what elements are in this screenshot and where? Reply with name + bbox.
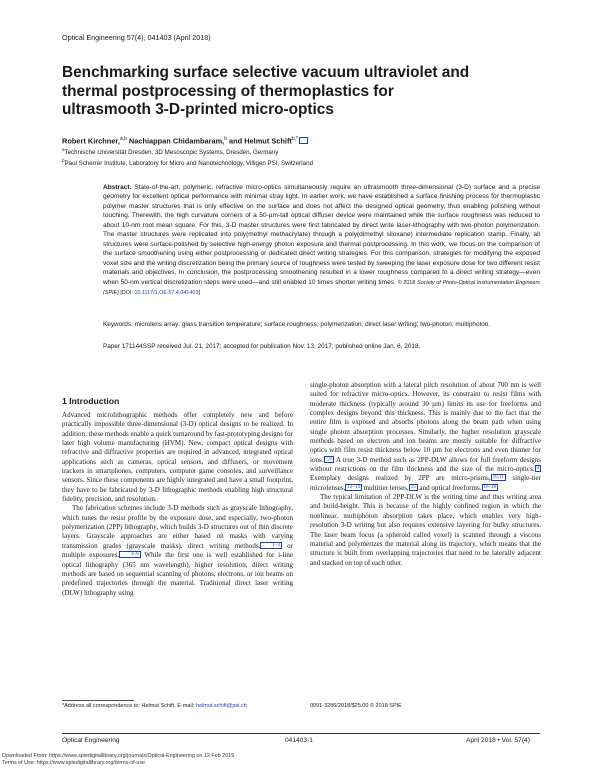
paper-history: Paper 171144SSP received Jul. 21, 2017; accepted for publication Nov. 13, 2017; published online Jan. 6, 2018. [103,343,421,350]
affiliation-text: Paul Scherrer Institute, Laboratory for Micro and Nanotechnology, Villigen PSI, Switzerland [64,160,313,168]
title-block [62,64,532,120]
paragraph-text: single-photon absorption with a lateral pitch resolution of about 700 nm is well suited for refractive micro-optics. However, its constraint to resist films with moderate thickness (typically around 30 µm) limits its use for freeforms and complex designs beyond this thickness. This is mainly due to the fact that the entire film is exposed and absorbs photons along the beam path when using single photon absorption processes. Similarly, the higher resolution grayscale methods based on electron and ion beams are mostly suitable for diffractive optics with film resist thickness below 10 µm for electrons and even thinner for ions. [310,381,541,464]
copyright-org: Society of Photo-Optical Instrumentation Engineers (SPIE) [103,279,540,296]
citation-link[interactable]: 7,8 [325,456,332,462]
right-column [310,381,541,568]
author-name: Nachiappan Chidambaram, [126,136,225,146]
section-heading: 1 Introduction [62,396,120,406]
footer-issue: April 2018 • Vol. 57(4) [466,737,530,744]
citation-link[interactable]: 4–6 [119,551,141,558]
paragraph-text: multitier lenses, [361,483,409,492]
affiliation-text: Technische Universität Dresden, 3D Mesoscopic Systems, Dresden, Germany [64,149,279,157]
footer-divider [62,733,540,734]
title-line: ultrasmooth 3-D-printed micro-optics [62,101,334,119]
author-name: and Helmut Schift [226,136,292,146]
footnote-text: *Address all correspondence to: Helmut Schift, E-mail: [62,703,196,709]
copyright-prefix: © 2018 [397,279,418,286]
paragraph: The typical limitation of 2PP-DLW is the writing time and thus writing area and build-height. This is because of the highly confined region in which the nonlinear, multiphoton absorption takes place, which enables very high-resolution 3-D writing but also requires extensive layering for bulky structures. The laser beam focus (a spheroid called voxel) is scanned through a viscous material and polymerizes the material along its trajectory, which means that the structure is built from overlapping trajectories that need to be laterally adjacent and stacked on top of each other. [310,493,541,567]
author-affil-marker: b [224,136,227,142]
paragraph [62,504,293,597]
keywords: Keywords: microlens array; glass transition temperature; surface roughness; polymerization; direct laser writing; two-photon; multiphoton. [103,321,491,328]
email-link[interactable]: helmut.schift@psi.ch [195,703,247,709]
affiliation [62,157,313,168]
citation-link[interactable]: 9 [536,466,539,472]
footer-page-number: 041403-1 [285,737,313,744]
terms-line: Terms of Use: https://www.spiedigitallibrary.org/terms-of-use [2,759,146,766]
author-list [62,136,308,145]
citation-link[interactable]: 16–18 [483,484,496,490]
citation-link[interactable]: 15 [410,484,416,490]
paragraph [310,381,541,493]
paragraph-text: The fabrication schemes include 3-D methods such as grayscale lithography, which tunes the resist profile by the exposure dose, and especially, two-photon polymerization (2PP) lithography, which builds 3-D structures out of thin discrete layers. Grayscale approaches are either based on masks with varying transmission grades (grayscale masks), direct writing methods, [62,504,293,550]
citation-link[interactable]: 1–3 [260,542,282,549]
issn-line: 0091-3286/2018/$25.00 © 2018 SPIE [310,703,402,709]
abstract-label: Abstract. [103,184,132,191]
abstract-text: State-of-the-art, polymeric, refractive micro-optics simultaneously require an ultrasmooth three-dimensional (3-D) surface and a precise geometry for excellent optical performance with minimal stray light. In earlier work, we have established a surface finishing process for thermoplastic polymer master structures that is only effective on the surface and does not affect the designed optical geometry, thus enabling polishing without touching. Therewith, the high curvature corners of a 50-µm-tall optical diffuser device were maintained while the surface roughness was reduced to about 10-nm root mean square. For this, 3-D master structures were first fabricated by direct write laser-lithography with two-photon polymerization. The master structures were replicated into poly(methyl methacrylate) through a poly(dimethyl siloxane) intermediate replication stamp. Finally, all structures were surface-polished by selective high-energy photon exposure and thermal postprocessing. In this work, we focus on the comparison of the surface smoothening using either postprocessing or dedicated direct writing strategies. For this comparison, strategies for modifying the exposed voxel size and the writing discretization being the primary source of roughness were tested by sweeping the laser exposure dose for two different resist materials and objectives. In conclusion, the postprocessing smoothening resulted in a lower roughness compared to a direct writing strategy—even when 50-nm vertical discretization steps were used—and still enabled 10 times shorter writing times. [103,184,540,286]
doi-link[interactable]: 10.1117/1.OE.57.4.041403 [134,289,199,296]
left-column [62,411,293,598]
paragraph-text: and optical freeforms. [417,483,482,492]
author-affil-marker: a,b [119,136,127,142]
footnote-divider [62,700,134,701]
download-note [2,753,234,767]
affiliation [62,146,313,157]
affiliations [62,146,313,168]
citation-link[interactable]: 12–14 [347,484,360,490]
paragraph-text: Exemplary designs realized by 2PP are micro-prisms, [310,474,491,483]
affiliation-marker: b [62,158,65,164]
author-name: Robert Kirchner, [62,136,120,146]
paragraph-text: A true 3-D method such as 2PP-DLW allows for full freeform designs without restrictions on the film thickness and the size of the micro-optics. [310,455,541,474]
title-line: thermal postprocessing of thermoplastics for [62,82,394,100]
correspondence-footnote [62,703,247,709]
email-icon[interactable] [299,137,308,144]
paper-title [62,64,532,120]
paragraph-text: single-tier microlenses, [310,474,541,492]
paragraph-text: or multiple exposures. [62,541,293,560]
paragraph-text: While the first one is well established for i-line optical lithography (365 nm wavelength), higher resolution, direct writing methods are based on sequential scanning of photons, electrons, or ion beams on predefined trajectories through the material. Traditional direct laser writing (DLW) lithography using [62,551,293,597]
title-line: Benchmarking surface selective vacuum ultraviolet and [62,64,470,81]
journal-header: Optical Engineering 57(4), 041403 (April 2018) [62,33,211,42]
affiliation-marker: a [62,147,65,152]
author-affil-marker: b,* [291,136,298,142]
download-line: Downloaded From: https://www.spiedigitallibrary.org/journals/Optical-Engineering on 12 Feb 2019 [2,753,235,759]
paragraph: Advanced microlithographic methods offer completely new and before practically impossible three-dimensional (3-D) optical designs to be realized. In addition, these methods enable a quick turnaround by fast-prototyping designs for later high volume manufacturing (HVM). New, compact optical designs with refractive and diffractive properties are required in advanced, integrated optical applications such as cameras, optical sensors, and diffusers, or movement trackers in smartphones, computers, computer game consoles, and surveillance sensors. Since these components are highly integrated and have a small footprint, they have to be fabricated by 3-D lithographic methods enabling high structural fidelity, precision, and resolution. [62,411,293,504]
citation-link[interactable]: 10,11 [492,475,504,481]
doi-label: [DOI: [118,289,135,296]
footer-journal: Optical Engineering [62,737,120,744]
doi-end: ] [198,289,200,296]
abstract [103,183,540,298]
